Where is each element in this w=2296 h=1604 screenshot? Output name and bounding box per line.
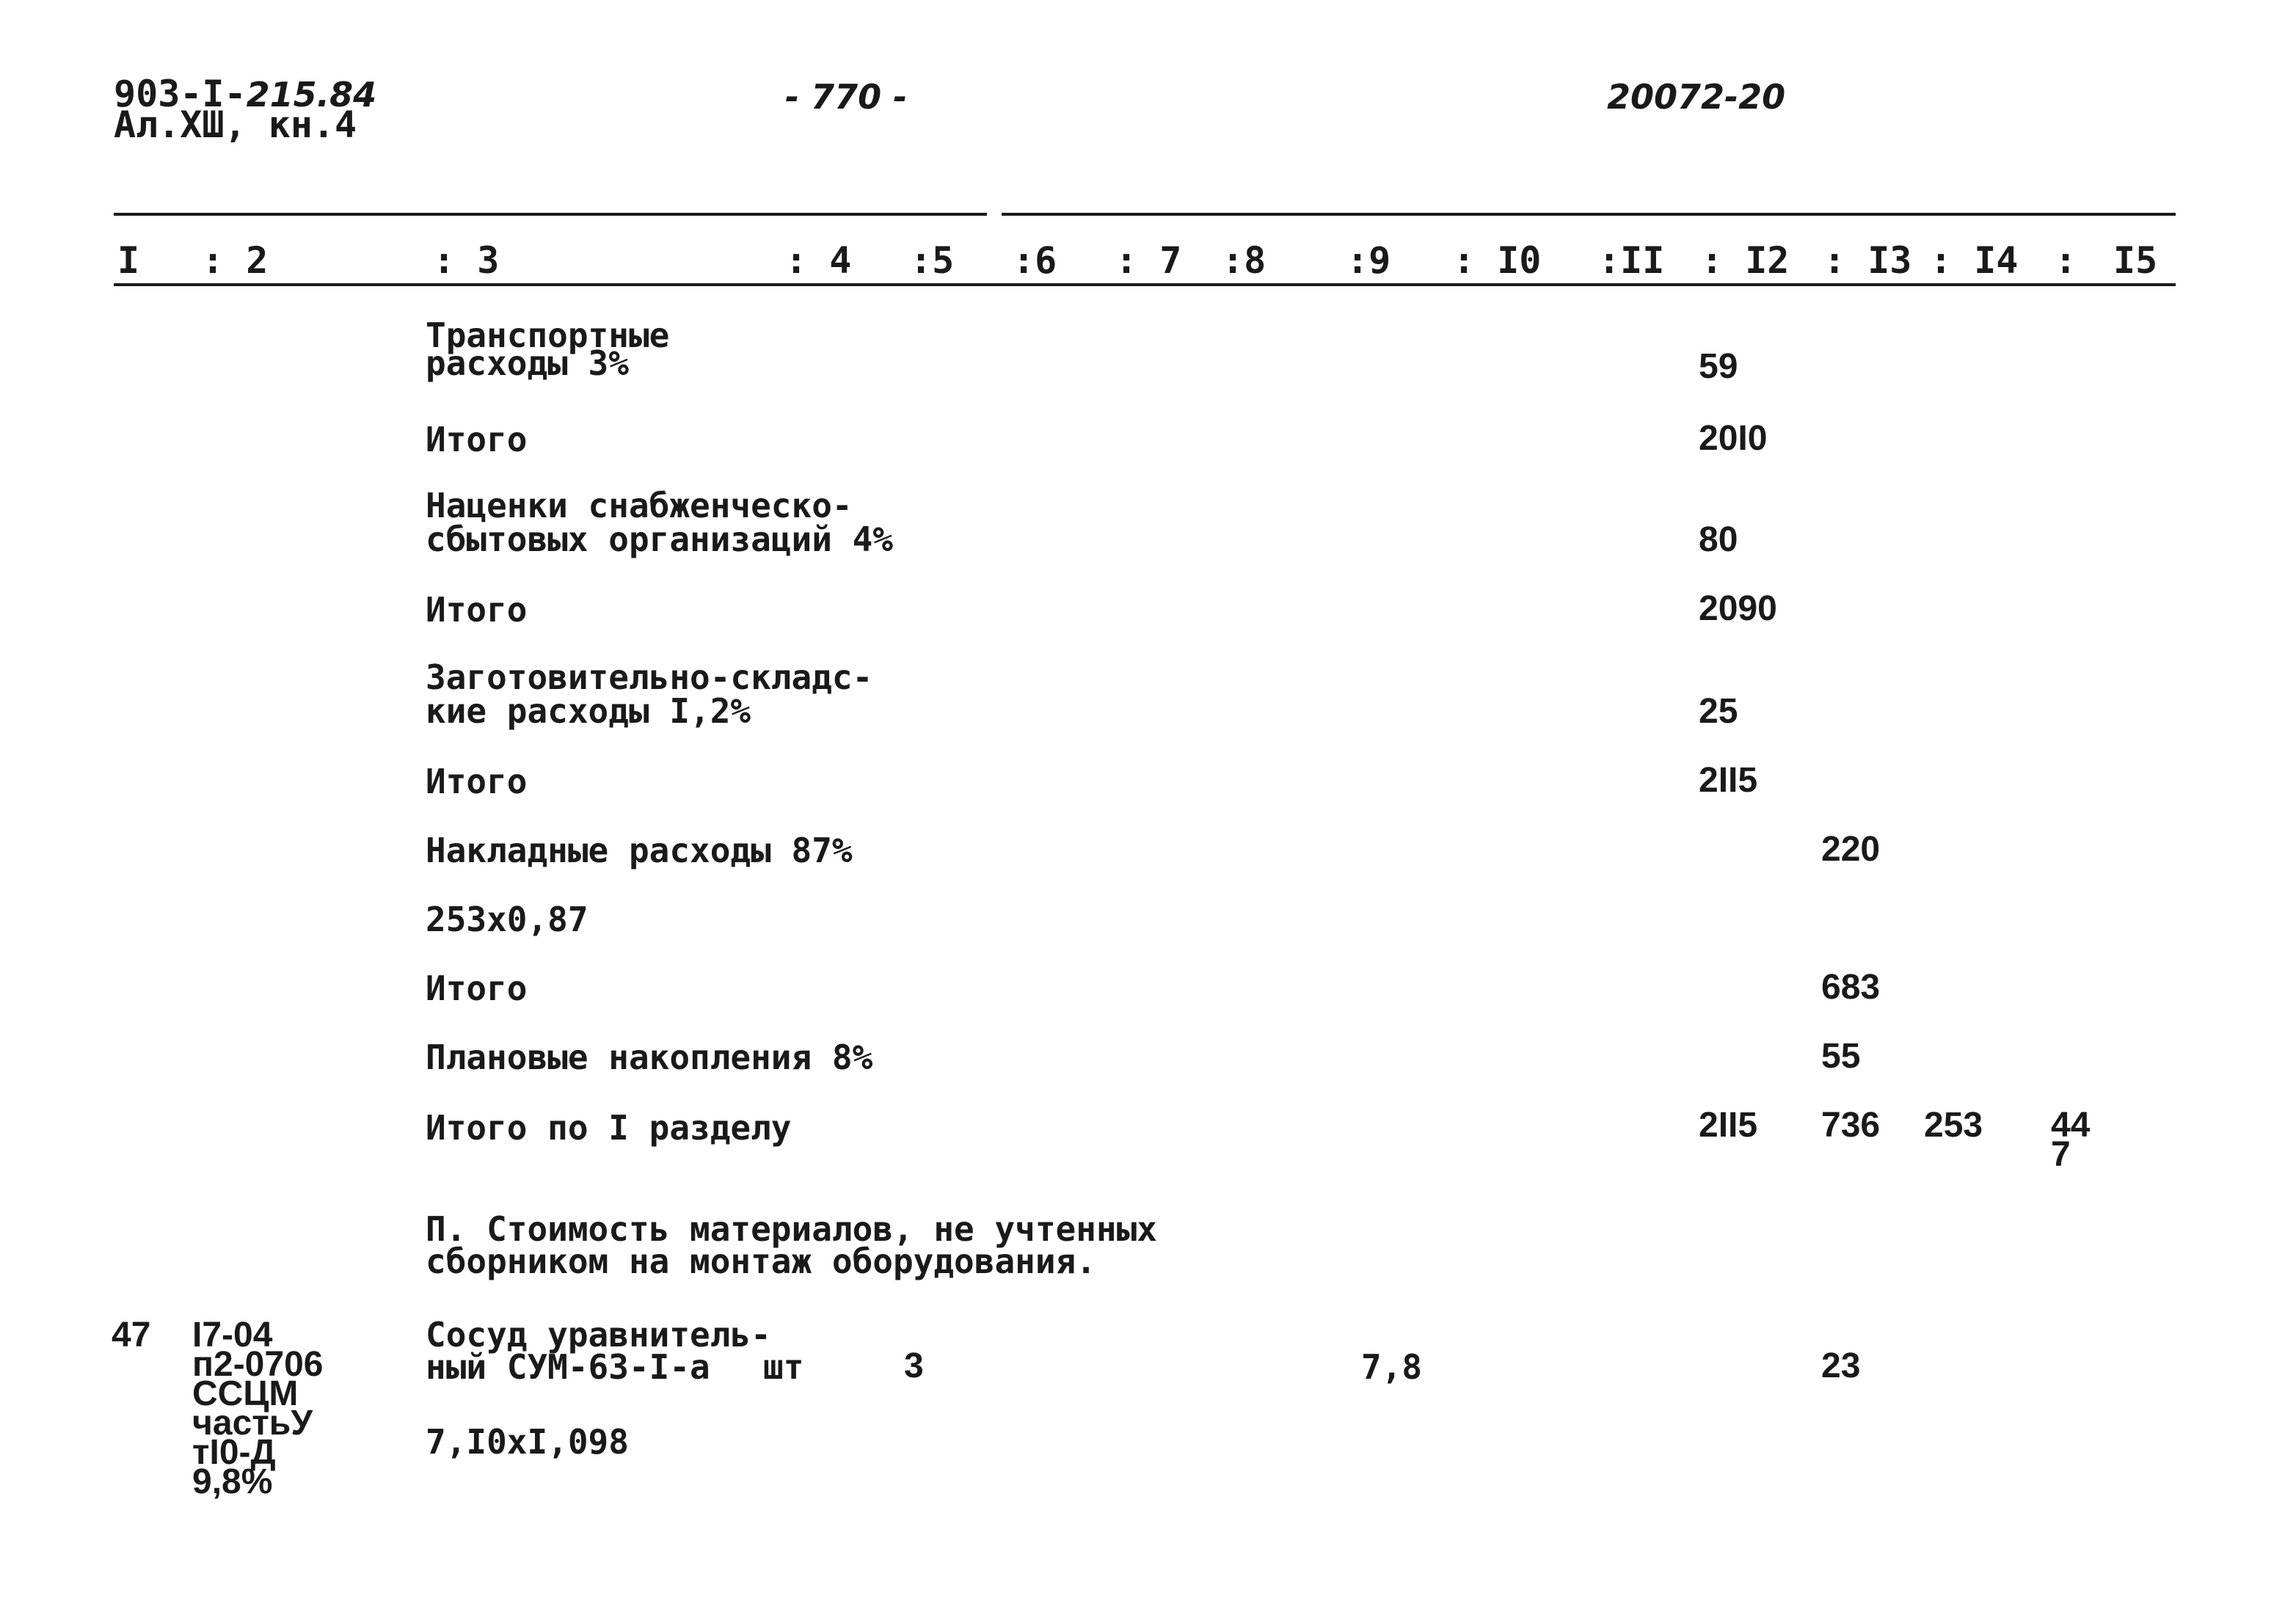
item47-code-6: 9,8%	[192, 1462, 273, 1501]
row-markup-c12: 80	[1699, 520, 1738, 559]
row-total-2: Итого	[426, 590, 528, 630]
doc-number: 20072-20	[1607, 77, 1786, 117]
row-total-2-c12: 2090	[1699, 589, 1777, 628]
col-2: : 2	[202, 239, 269, 282]
item47-qty: 3	[904, 1346, 924, 1385]
col-4: : 4	[785, 239, 852, 282]
document-code-handwritten: 215.84	[246, 75, 377, 114]
item47-code-1: I7-04	[192, 1316, 273, 1355]
row-markup-line2: сбытовых организаций 4%	[426, 520, 893, 559]
item47-name-line1: Сосуд уравнитель-	[426, 1315, 771, 1355]
col-7: : 7	[1115, 239, 1182, 282]
item47-number: 47	[112, 1316, 151, 1355]
col-9: :9	[1346, 239, 1391, 282]
item47-code-5: тI0-Д	[192, 1433, 276, 1472]
row-markup-line1: Наценки снабженческо-	[426, 486, 853, 525]
item47-code-3: ССЦМ	[192, 1374, 299, 1413]
col-11: :II	[1598, 239, 1665, 282]
col-1: I	[117, 239, 140, 282]
item47-unit: шт	[763, 1347, 804, 1387]
row-transport-c12: 59	[1699, 347, 1738, 386]
item47-code-4: частьУ	[192, 1404, 313, 1443]
row-total-4-c13: 683	[1821, 968, 1881, 1007]
col-15: I5	[2113, 239, 2158, 282]
header-rule	[114, 283, 2176, 286]
row-section1-total-c15-line2: 7	[2051, 1135, 2071, 1174]
col-3: : 3	[433, 239, 500, 282]
item47-code-2: п2-0706	[192, 1345, 324, 1384]
row-overhead: Накладные расходы 87%	[426, 831, 853, 870]
row-section1-total-c12: 2II5	[1699, 1106, 1758, 1145]
row-transport-line2: расходы 3%	[426, 343, 629, 383]
row-section1-total-c15-line1: 44	[2051, 1106, 2091, 1145]
row-total-4: Итого	[426, 969, 528, 1008]
section2-heading-line1: П. Стоимость материалов, не учтенных	[426, 1209, 1157, 1249]
col-14: : I4	[1930, 239, 2019, 282]
row-storage-line2: кие расходы I,2%	[426, 691, 751, 731]
row-storage-c12: 25	[1699, 692, 1738, 731]
col-5: :5	[910, 239, 955, 282]
col-separator: :	[2055, 239, 2077, 282]
row-section1-total-c14: 253	[1924, 1106, 1983, 1145]
item47-col9: 7,8	[1361, 1347, 1423, 1387]
row-planned-savings-c13: 55	[1821, 1037, 1861, 1076]
item47-formula: 7,I0xI,098	[426, 1422, 629, 1462]
row-section1-total-c13: 736	[1821, 1106, 1881, 1145]
row-overhead-c13: 220	[1821, 830, 1881, 869]
row-overhead-calc: 253x0,87	[426, 900, 588, 939]
item47-name-line2: ный СУМ-63-I-а	[426, 1347, 710, 1387]
section2-heading-line2: сборником на монтаж оборудования.	[426, 1242, 1096, 1281]
col-12: : I2	[1701, 239, 1790, 282]
col-10: : I0	[1453, 239, 1542, 282]
row-total-1-c12: 20I0	[1699, 419, 1768, 458]
row-section1-total: Итого по I разделу	[426, 1108, 792, 1148]
document-code-printed: 903-I-	[114, 73, 247, 115]
row-total-3: Итого	[426, 762, 528, 801]
item47-col13: 23	[1821, 1346, 1861, 1385]
top-rule-left	[114, 213, 987, 216]
row-transport-line1: Транспортные	[426, 316, 670, 355]
row-storage-line1: Заготовительно-складс-	[426, 657, 873, 697]
row-total-1: Итого	[426, 420, 528, 459]
row-planned-savings: Плановые накопления 8%	[426, 1038, 873, 1077]
page-number: - 770 -	[785, 77, 908, 117]
top-rule-right	[1002, 213, 2176, 216]
col-8: :8	[1222, 239, 1267, 282]
row-total-3-c12: 2II5	[1699, 761, 1758, 800]
col-6: :6	[1013, 239, 1057, 282]
album-line: Ал.XШ, кн.4	[114, 103, 357, 146]
col-13: : I3	[1823, 239, 1912, 282]
